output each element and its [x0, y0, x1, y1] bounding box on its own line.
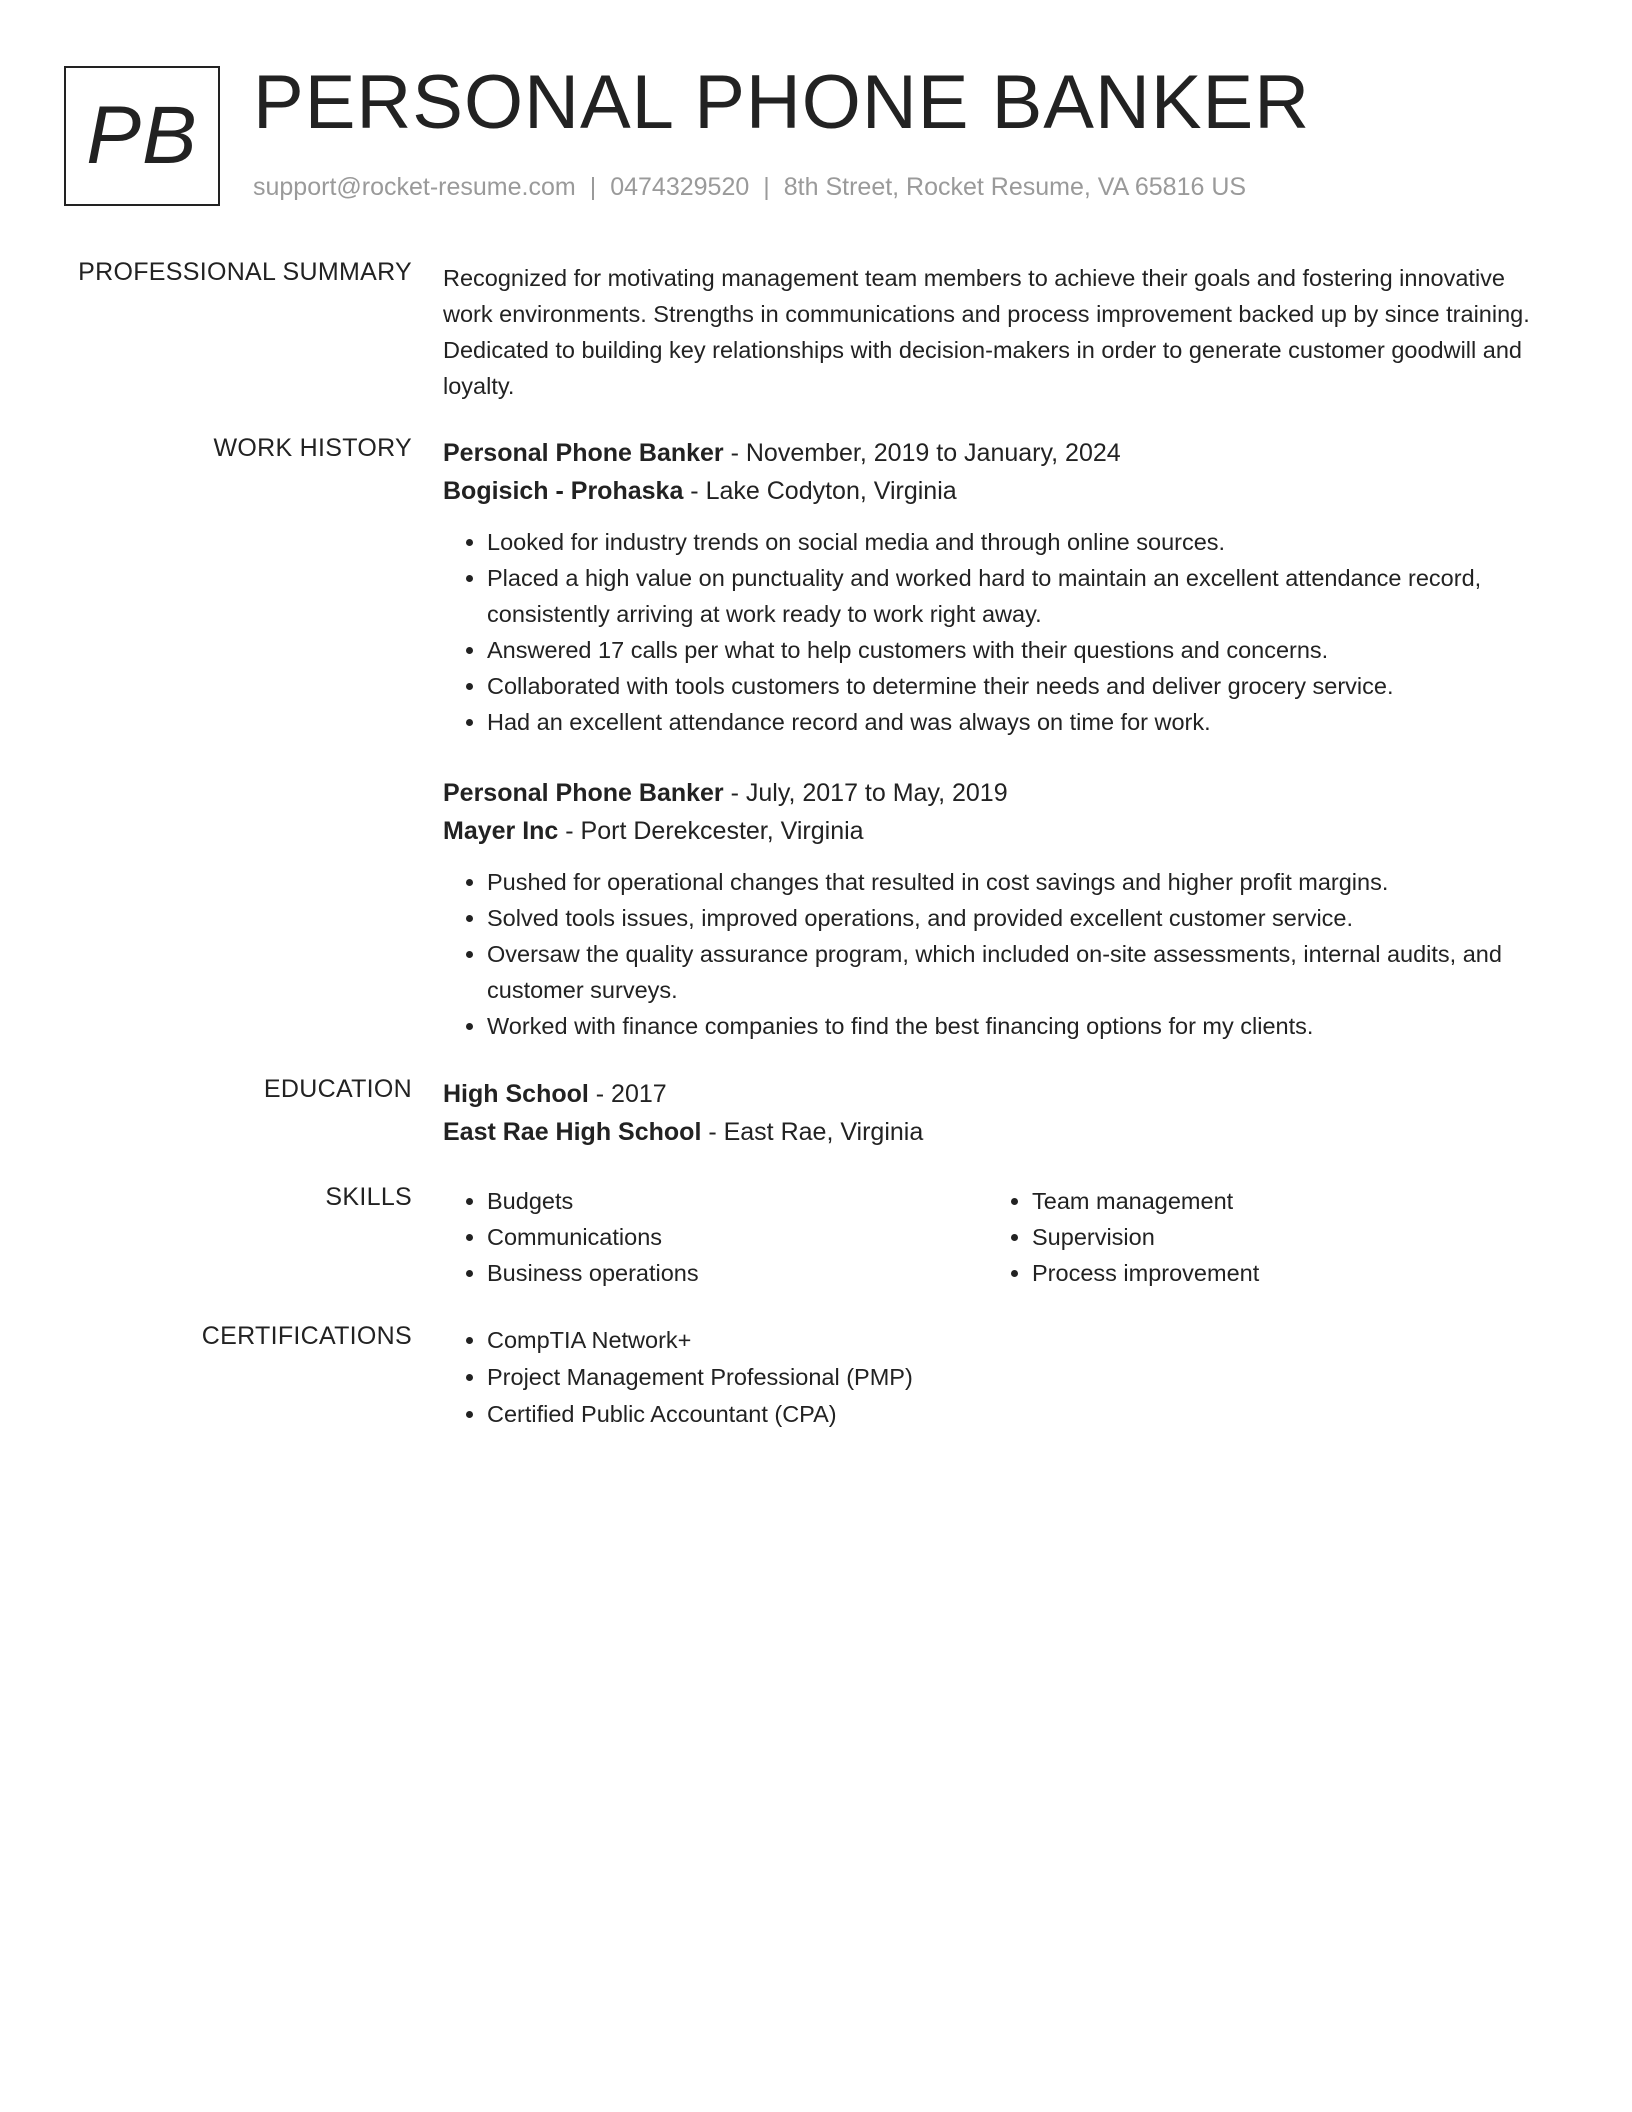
job-bullets: [443, 524, 1553, 740]
certification-list: [443, 1322, 1553, 1433]
education-content: [443, 1075, 1553, 1151]
skill-item: • Process improvement: [1032, 1255, 1533, 1291]
education-year: - 2017: [588, 1080, 667, 1108]
education-degree: High School: [443, 1080, 589, 1108]
work-history-content: [443, 434, 1553, 1044]
job-company: Mayer Inc: [443, 817, 559, 845]
skills-content: [443, 1183, 1553, 1291]
contact-separator: |: [589, 173, 597, 201]
section-label-education: EDUCATION: [263, 1075, 412, 1103]
job-bullet: • Collaborated with tools customers to determine their needs and deliver grocery service.: [487, 668, 1553, 704]
summary-text: Recognized for motivating management team members to achieve their goals and fostering innovative work environments. Strengths in communications and process improvement backed up by since training. Dedicated to building key relationships with decision-makers in order to generate customer goodwill and loyalty.: [443, 265, 1530, 399]
job-bullet: • Had an excellent attendance record and was always on time for work.: [487, 704, 1553, 740]
section-label-certifications: CERTIFICATIONS: [201, 1322, 412, 1350]
monogram-initials: PB: [86, 90, 198, 181]
skills-column-right: [988, 1183, 1533, 1291]
contact-email: support@rocket-resume.com: [253, 173, 576, 201]
summary-content: [443, 260, 1553, 404]
job-dates: - November, 2019 to January, 2024: [723, 439, 1121, 467]
job-title: Personal Phone Banker: [443, 439, 724, 467]
contact-address: 8th Street, Rocket Resume, VA 65816 US: [783, 173, 1247, 201]
section-label-summary: PROFESSIONAL SUMMARY: [78, 258, 412, 286]
section-label-work-history: WORK HISTORY: [213, 434, 412, 462]
job-bullets: [443, 864, 1553, 1044]
job-location: - Lake Codyton, Virginia: [683, 477, 957, 505]
job-bullet: • Looked for industry trends on social media and through online sources.: [487, 524, 1553, 560]
skill-item: • Communications: [487, 1219, 988, 1255]
job-dates: - July, 2017 to May, 2019: [723, 779, 1008, 807]
skill-item: • Team management: [1032, 1183, 1533, 1219]
job-company: Bogisich - Prohaska: [443, 477, 684, 505]
certification-item: • CompTIA Network+: [487, 1322, 1553, 1359]
job-bullet: • Worked with finance companies to find the best financing options for my clients.: [487, 1008, 1553, 1044]
job-bullet: • Answered 17 calls per what to help customers with their questions and concerns.: [487, 632, 1553, 668]
skill-item: • Business operations: [487, 1255, 988, 1291]
job-bullet: • Solved tools issues, improved operations, and provided excellent customer service.: [487, 900, 1553, 936]
job-title-line: [443, 774, 1553, 812]
job-bullet: • Pushed for operational changes that resulted in cost savings and higher profit margins.: [487, 864, 1553, 900]
job-entry: [443, 434, 1553, 740]
section-label-skills: SKILLS: [325, 1183, 412, 1211]
certifications-content: [443, 1322, 1553, 1433]
job-title-line: [443, 434, 1553, 472]
job-bullet: • Oversaw the quality assurance program, which included on-site assessments, internal audits, and customer surveys.: [487, 936, 1553, 1008]
job-bullet: • Placed a high value on punctuality and worked hard to maintain an excellent attendance record, consistently arriving at work ready to work right away.: [487, 560, 1553, 632]
education-school: East Rae High School: [443, 1118, 702, 1146]
contact-phone: 0474329520: [610, 173, 750, 201]
skill-item: • Budgets: [487, 1183, 988, 1219]
job-company-line: [443, 812, 1553, 850]
contact-line: [253, 173, 1246, 202]
job-location: - Port Derekcester, Virginia: [558, 817, 864, 845]
candidate-name: PERSONAL PHONE BANKER: [253, 60, 1311, 145]
education-location: - East Rae, Virginia: [701, 1118, 924, 1146]
certification-item: • Certified Public Accountant (CPA): [487, 1396, 1553, 1433]
job-entry: [443, 774, 1553, 1044]
skills-column-left: [443, 1183, 988, 1291]
contact-separator: |: [763, 173, 770, 201]
education-degree-line: [443, 1075, 1553, 1113]
education-school-line: [443, 1113, 1553, 1151]
skills-grid: [443, 1183, 1553, 1291]
certification-item: • Project Management Professional (PMP): [487, 1359, 1553, 1396]
monogram-box: [64, 66, 220, 206]
job-title: Personal Phone Banker: [443, 779, 724, 807]
skill-item: • Supervision: [1032, 1219, 1533, 1255]
job-company-line: [443, 472, 1553, 510]
